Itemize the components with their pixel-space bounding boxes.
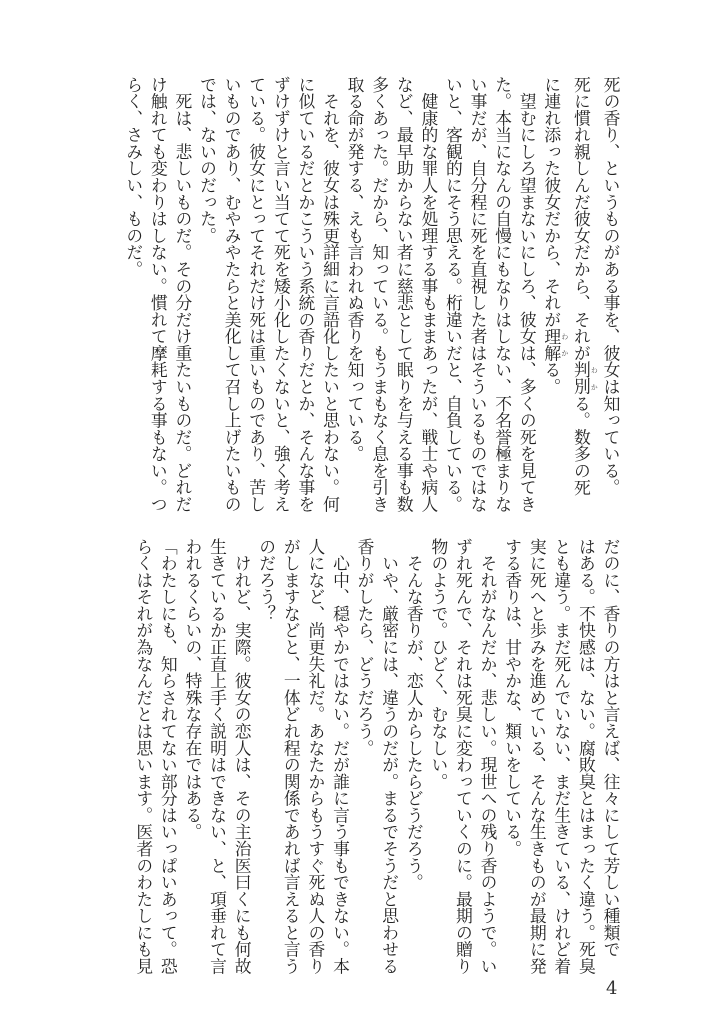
text-line: 「わたしにも、知らされてない部分はいっぱいあって。恐 [158, 538, 179, 975]
text-block-top [121, 76, 623, 513]
text-line: のだろう？ [256, 538, 277, 622]
text-line: 生きているか正直上手く説明はできない、と、項垂れて言 [207, 538, 228, 975]
text-line: 心中、穏やかではない。だが誰に言う事もできない。本 [330, 538, 351, 975]
text-line: だのに、香りの方はと言えば、往々にして芳しい種類で [601, 538, 621, 958]
text-line: 望むにしろ望まないにしろ、彼女は、多くの死を見てき [517, 76, 538, 513]
ruby-text: 判別 わか [571, 361, 599, 396]
text-line: け触れても変わりはしない。慣れて摩耗する事もない。つ [148, 76, 169, 513]
text-line: 健康的な罪人を処理する事もままあったが、戦士や病人 [418, 76, 439, 513]
text-line: けれど、実際。彼女の恋人は、その主治医曰くにも何故 [232, 538, 253, 975]
text-line: ずれ死んで、それは死臭に変わっていくのに。最期の贈り [453, 538, 474, 975]
text-line: に連れ添った彼女だから、それが理解 わかる。 [541, 76, 569, 396]
text-line: では、ないのだった。 [197, 76, 218, 244]
text-block-bottom [131, 538, 623, 975]
text-line: 物のようで。ひどく、むなしい。 [428, 538, 449, 790]
text-line: する香りは、甘やかな、類いをしている。 [502, 538, 523, 858]
text-line: た。本当になんの自慢にもなりはしない、不名誉極まりな [492, 76, 513, 513]
text-line: 取る命が発する、えも言われぬ香りを知っている。 [345, 76, 366, 463]
ruby-text: 理解 わか [541, 327, 569, 362]
text-line: それがなんだか、悲しい。現世への残り香のようで。い [478, 538, 499, 975]
text-line: がしますなどと、一体どれ程の関係であれば言えると言う [281, 538, 302, 975]
text-line: 多くあった。だから、知っている。もうまもなく息を引き [369, 76, 390, 513]
page-number: 4 [606, 978, 618, 999]
text-line: 死に慣れ親しんだ彼女だから、それが判別 わかる。数多の死 [571, 76, 599, 496]
text-line: いや、厳密には、違うのだが。まるでそうだと思わせる [379, 538, 400, 975]
text-line: 死の香り、というものがある事を、彼女は知っている。 [601, 76, 621, 496]
text-line: そんな香りが、恋人からしたらどうだろう。 [404, 538, 425, 891]
text-line: 死は、悲しいものだ。その分だけ重たいものだ。どれだ [172, 76, 193, 513]
text-line: らく、さみしい、ものだ。 [123, 76, 144, 278]
text-line: い事だが、自分程に死を直視した者はそういるものではな [468, 76, 489, 513]
text-line: 実に死へと歩みを進めている、そんな生きものが最期に発 [527, 538, 548, 975]
text-line: ている。彼女にとってそれだけ死は重いものであり、苦し [246, 76, 267, 513]
text-line: 香りがしたら、どうだろう。 [355, 538, 376, 757]
text-line: など、最早助からない者に慈悲として眠りを与える事も数 [394, 76, 415, 513]
text-line: に似ているだとかこういう系統の香りだとか、そんな事を [295, 76, 316, 513]
text-line: それを、彼女は殊更詳細に言語化したいと思わない。何 [320, 76, 341, 513]
text-line: はある。不快感は、ない。腐敗臭とはまったく違う。死臭 [576, 538, 597, 975]
text-line: いものであり、むやみやたらと美化して召し上げたいもの [222, 76, 243, 513]
text-line: いと、客観的にそう思える。桁違いだと、自負している。 [443, 76, 464, 513]
text-line: われるくらいの、特殊な存在ではある。 [182, 538, 203, 841]
text-line: ずけずけと言い当てて死を矮小化したくないと、強く考え [271, 76, 292, 513]
text-line: とも違う。まだ死んでいない、まだ生きている、けれど着 [551, 538, 572, 975]
text-line: らくはそれが為なんだとは思います。医者のわたしにも見 [133, 538, 154, 975]
text-line: 人になど、尚更失礼だ。あなたからもうすぐ死ぬ人の香り [305, 538, 326, 975]
